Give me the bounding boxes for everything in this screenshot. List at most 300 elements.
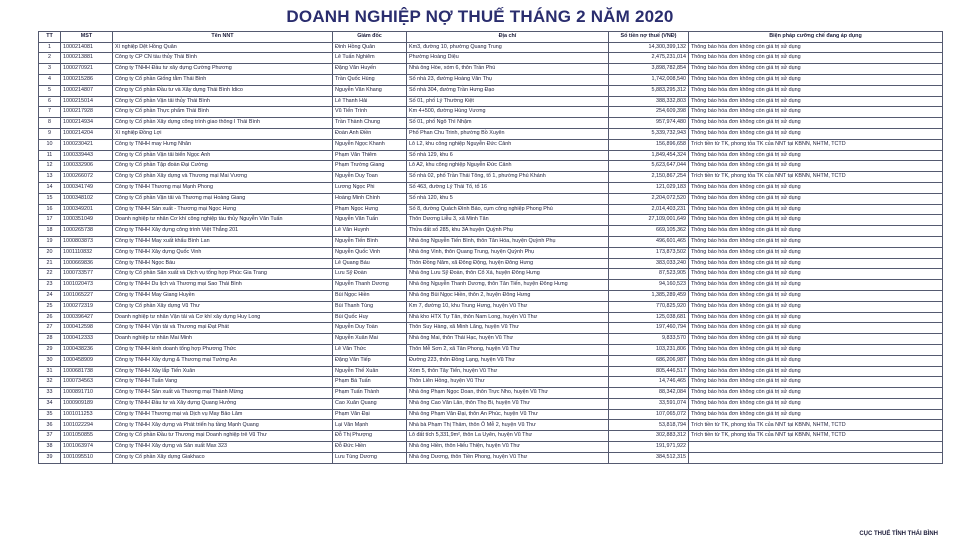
cell-company-name: Doanh nghiệp tư nhân Vận tải và Cơ khí xây dựng Huy Long [113, 312, 333, 323]
cell-enforcement-measure: Trích tiền từ TK, phong tỏa TK của NNT tại KBNN, NHTM, TCTD [689, 420, 943, 431]
cell-director: Nguyễn Thế Xuân [333, 366, 407, 377]
cell-address: Km 4+500, đường Hùng Vương [407, 107, 609, 118]
cell-debt-amount: 27,109,001,649 [609, 215, 689, 226]
cell-mst: 1000214204 [61, 128, 113, 139]
cell-enforcement-measure: Trích tiền từ TK, phong tỏa TK của NNT tại KBNN, NHTM, TCTD [689, 172, 943, 183]
cell-company-name: Công ty Cổ phần Xây dựng công trình giao thông I Thái Bình [113, 118, 333, 129]
cell-company-name: Công ty TNHH Du lịch và Thương mại Sao Thái Bình [113, 280, 333, 291]
cell-mst: 1000217928 [61, 107, 113, 118]
cell-company-name: Công ty TNHH Tuấn Vang [113, 377, 333, 388]
cell-tt: 21 [39, 258, 61, 269]
table-row [39, 139, 943, 150]
cell-tt: 33 [39, 388, 61, 399]
cell-tt: 9 [39, 128, 61, 139]
table-row [39, 74, 943, 85]
cell-mst: 1000733577 [61, 269, 113, 280]
cell-debt-amount: 2,014,403,231 [609, 204, 689, 215]
cell-address: Lô A2, khu công nghiệp Nguyễn Đức Cảnh [407, 161, 609, 172]
cell-mst: 1000214934 [61, 118, 113, 129]
cell-address: Số 8, đường Quách Đình Bảo, cụm công nghiệp Phong Phú [407, 204, 609, 215]
cell-debt-amount: 94,160,523 [609, 280, 689, 291]
cell-enforcement-measure: Thông báo hóa đơn không còn giá trị sử dụng [689, 53, 943, 64]
cell-tt: 12 [39, 161, 61, 172]
cell-debt-amount: 302,883,312 [609, 431, 689, 442]
cell-director: Lê Tuấn Nghiêm [333, 53, 407, 64]
cell-enforcement-measure: Trích tiền từ TK, phong tỏa TK của NNT tại KBNN, NHTM, TCTD [689, 139, 943, 150]
cell-debt-amount: 770,825,920 [609, 301, 689, 312]
cell-address: Thửa đất số 285, khu 3A huyện Quỳnh Phụ [407, 226, 609, 237]
cell-director: Lê Quang Báu [333, 258, 407, 269]
table-row [39, 452, 943, 463]
cell-tt: 18 [39, 226, 61, 237]
table-row [39, 53, 943, 64]
cell-tt: 20 [39, 247, 61, 258]
cell-enforcement-measure: Thông báo hóa đơn không còn giá trị sử dụng [689, 85, 943, 96]
cell-company-name: Xí nghiệp Đồng Lợi [113, 128, 333, 139]
cell-enforcement-measure: Thông báo hóa đơn không còn giá trị sử dụng [689, 290, 943, 301]
cell-tt: 16 [39, 204, 61, 215]
table-row [39, 236, 943, 247]
cell-tt: 35 [39, 409, 61, 420]
cell-company-name: Công ty TNHH kinh doanh tổng hợp Phương Thức [113, 344, 333, 355]
column-header-measure: Biện pháp cưỡng chế đang áp dụng [689, 32, 943, 43]
table-row [39, 128, 943, 139]
cell-mst: 1001022294 [61, 420, 113, 431]
cell-enforcement-measure [689, 452, 943, 463]
table-row [39, 431, 943, 442]
cell-enforcement-measure: Thông báo hóa đơn không còn giá trị sử dụng [689, 269, 943, 280]
cell-mst: 1000681738 [61, 366, 113, 377]
cell-address: Nhà ông Vinh, thôn Quang Trung, huyện Quỳnh Phụ [407, 247, 609, 258]
cell-mst: 1000349201 [61, 204, 113, 215]
cell-debt-amount: 496,601,465 [609, 236, 689, 247]
cell-director: Bùi Quốc Huy [333, 312, 407, 323]
cell-address: Km3, đường 10, phường Quang Trung [407, 42, 609, 53]
cell-company-name: Công ty TNHH Xây dựng Quốc Vinh [113, 247, 333, 258]
cell-address: Số nhà 120, khu 5 [407, 193, 609, 204]
cell-director: Nguyễn Quốc Vinh [333, 247, 407, 258]
cell-company-name: Xí nghiệp Dệt Hồng Quân [113, 42, 333, 53]
cell-enforcement-measure: Thông báo hóa đơn không còn giá trị sử dụng [689, 161, 943, 172]
footer-authority: CỤC THUẾ TỈNH THÁI BÌNH [859, 531, 938, 537]
cell-tt: 11 [39, 150, 61, 161]
column-header-amount: Số tiền nợ thuế (VNĐ) [609, 32, 689, 43]
cell-mst: 1000332906 [61, 161, 113, 172]
cell-tt: 7 [39, 107, 61, 118]
table-row [39, 442, 943, 453]
cell-director: Đinh Hồng Quân [333, 42, 407, 53]
cell-tt: 1 [39, 42, 61, 53]
cell-address: Nhà ông Bùi Ngọc Hiền, thôn 2, huyện Đông Hưng [407, 290, 609, 301]
cell-mst: 1000214081 [61, 42, 113, 53]
cell-director: Bùi Ngọc Hiền [333, 290, 407, 301]
cell-address: Nhà ông Dương, thôn Tiền Phong, huyện Vũ Thư [407, 452, 609, 463]
cell-address: Số 463, đường Lý Thái Tổ, tổ 16 [407, 182, 609, 193]
cell-mst: 1000265738 [61, 226, 113, 237]
cell-director: Lê Thanh Hải [333, 96, 407, 107]
cell-address: Số 01, phố Ngô Thì Nhậm [407, 118, 609, 129]
cell-enforcement-measure: Thông báo hóa đơn không còn giá trị sử dụng [689, 74, 943, 85]
cell-director: Cao Xuân Quang [333, 398, 407, 409]
cell-director: Đặng Văn Huyến [333, 64, 407, 75]
cell-tt: 22 [39, 269, 61, 280]
cell-tt: 38 [39, 442, 61, 453]
cell-enforcement-measure: Thông báo hóa đơn không còn giá trị sử dụng [689, 355, 943, 366]
cell-debt-amount: 125,038,681 [609, 312, 689, 323]
cell-debt-amount: 669,105,362 [609, 226, 689, 237]
cell-director: Nguyễn Văn Tuấn [333, 215, 407, 226]
cell-address: Km 7, đường 10, khu Trung Hưng, huyện Vũ Thư [407, 301, 609, 312]
cell-mst: 1000214807 [61, 85, 113, 96]
table-row [39, 398, 943, 409]
table-row [39, 64, 943, 75]
table-row [39, 107, 943, 118]
table-row [39, 258, 943, 269]
cell-company-name: Doanh nghiệp tư nhân Cơ khí công nghiệp tàu thủy Nguyễn Văn Tuấn [113, 215, 333, 226]
cell-debt-amount: 197,460,794 [609, 323, 689, 334]
cell-tt: 29 [39, 344, 61, 355]
table-row [39, 215, 943, 226]
cell-mst: 1000669836 [61, 258, 113, 269]
cell-enforcement-measure: Thông báo hóa đơn không còn giá trị sử dụng [689, 312, 943, 323]
cell-address: Thôn Suy Hàng, xã Minh Lãng, huyện Vũ Thư [407, 323, 609, 334]
cell-enforcement-measure: Thông báo hóa đơn không còn giá trị sử dụng [689, 409, 943, 420]
cell-debt-amount: 1,742,008,540 [609, 74, 689, 85]
cell-debt-amount: 957,974,480 [609, 118, 689, 129]
cell-enforcement-measure: Thông báo hóa đơn không còn giá trị sử dụng [689, 193, 943, 204]
cell-tt: 28 [39, 334, 61, 345]
cell-tt: 6 [39, 96, 61, 107]
cell-tt: 3 [39, 64, 61, 75]
table-row [39, 420, 943, 431]
column-header-director: Giám đốc [333, 32, 407, 43]
cell-enforcement-measure: Thông báo hóa đơn không còn giá trị sử dụng [689, 150, 943, 161]
cell-director: Nguyễn Duy Toan [333, 172, 407, 183]
cell-enforcement-measure: Thông báo hóa đơn không còn giá trị sử dụng [689, 96, 943, 107]
cell-address: Nhà ông Nguyễn Tiến Bình, thôn Tân Hóa, huyện Quỳnh Phụ [407, 236, 609, 247]
cell-director: Phạm Văn Đại [333, 409, 407, 420]
cell-director: Đỗ Đức Hiền [333, 442, 407, 453]
cell-company-name: Công ty TNHH Xây dựng công trình Việt Thắng 201 [113, 226, 333, 237]
cell-address: Thôn Đồng Năm, xã Đông Động, huyện Đông Hưng [407, 258, 609, 269]
table-row [39, 312, 943, 323]
cell-director: Nguyễn Tiến Bình [333, 236, 407, 247]
cell-enforcement-measure: Thông báo hóa đơn không còn giá trị sử dụng [689, 247, 943, 258]
cell-director: Phạm Ngọc Hưng [333, 204, 407, 215]
cell-mst: 1001011253 [61, 409, 113, 420]
cell-company-name: Công ty Cổ phần Xây dựng Vũ Thư [113, 301, 333, 312]
cell-address: Số nhà 304, đường Trần Hưng Đạo [407, 85, 609, 96]
cell-company-name: Công ty Cổ phần Sản xuất và Dịch vụ tổng hợp Phúc Gia Trang [113, 269, 333, 280]
cell-debt-amount: 88,342,084 [609, 388, 689, 399]
table-row [39, 334, 943, 345]
cell-mst: 1000215286 [61, 74, 113, 85]
cell-address: Lô L2, khu công nghiệp Nguyễn Đức Cảnh [407, 139, 609, 150]
cell-company-name: Công ty TNHH may Hưng Nhân [113, 139, 333, 150]
table-row [39, 204, 943, 215]
cell-debt-amount: 107,065,072 [609, 409, 689, 420]
cell-company-name: Công ty CP CN tàu thủy Thái Bình [113, 53, 333, 64]
table-row [39, 118, 943, 129]
cell-enforcement-measure: Thông báo hóa đơn không còn giá trị sử dụng [689, 107, 943, 118]
table-row [39, 172, 943, 183]
cell-tt: 13 [39, 172, 61, 183]
cell-address: Thôn Dương Liễu 3, xã Minh Tân [407, 215, 609, 226]
table-row [39, 409, 943, 420]
cell-address: Nhà ông Phạm Ngọc Doan, thôn Trực Nho, huyện Vũ Thư [407, 388, 609, 399]
table-row [39, 226, 943, 237]
cell-tt: 4 [39, 74, 61, 85]
cell-company-name: Công ty Cổ phần Vận tải biển Ngọc Anh [113, 150, 333, 161]
cell-debt-amount: 686,206,987 [609, 355, 689, 366]
cell-tt: 39 [39, 452, 61, 463]
cell-address: Đường 223, thôn Đồng Lạng, huyện Vũ Thư [407, 355, 609, 366]
cell-mst: 1000351049 [61, 215, 113, 226]
table-row [39, 280, 943, 291]
cell-company-name: Công ty TNHH Đầu tư và Xây dựng Quang Hưởng [113, 398, 333, 409]
table-row [39, 161, 943, 172]
cell-enforcement-measure: Thông báo hóa đơn không còn giá trị sử dụng [689, 344, 943, 355]
cell-enforcement-measure: Thông báo hóa đơn không còn giá trị sử dụng [689, 182, 943, 193]
cell-address: Nhà ông Lưu Sỹ Đoàn, thôn Cổ Xá, huyện Đông Hưng [407, 269, 609, 280]
table-row [39, 301, 943, 312]
cell-director: Lưu Sỹ Đoàn [333, 269, 407, 280]
cell-address: Nhà ông Phạm Văn Đại, thôn An Phúc, huyện Vũ Thư [407, 409, 609, 420]
cell-debt-amount: 388,332,803 [609, 96, 689, 107]
cell-address: Lô đất tích 5,331,9m², thôn La Uyên, huyện Vũ Thư [407, 431, 609, 442]
cell-director: Lưu Tùng Dương [333, 452, 407, 463]
cell-mst: 1000215014 [61, 96, 113, 107]
column-header-tt: TT [39, 32, 61, 43]
cell-enforcement-measure: Thông báo hóa đơn không còn giá trị sử dụng [689, 377, 943, 388]
cell-tt: 24 [39, 290, 61, 301]
table-row [39, 290, 943, 301]
cell-enforcement-measure: Thông báo hóa đơn không còn giá trị sử dụng [689, 226, 943, 237]
cell-company-name: Công ty TNHH Sản xuất và Thương mại Thành Mừng [113, 388, 333, 399]
cell-address: Số nhà 23, đường Hoàng Văn Thụ [407, 74, 609, 85]
cell-address: Phường Hoàng Diệu [407, 53, 609, 64]
cell-tt: 34 [39, 398, 61, 409]
cell-director: Đoàn Anh Điền [333, 128, 407, 139]
cell-company-name: Công ty TNHH Ngọc Báu [113, 258, 333, 269]
table-row [39, 150, 943, 161]
cell-debt-amount: 87,523,905 [609, 269, 689, 280]
cell-tt: 32 [39, 377, 61, 388]
cell-company-name: Công ty TNHH May xuất khẩu Bình Lan [113, 236, 333, 247]
cell-director: Vũ Tiến Trình [333, 107, 407, 118]
cell-director: Phạm Tuấn Thành [333, 388, 407, 399]
cell-tt: 14 [39, 182, 61, 193]
cell-tt: 17 [39, 215, 61, 226]
table-header-row [39, 32, 943, 43]
cell-company-name: Công ty Cổ phần Giống tằm Thái Bình [113, 74, 333, 85]
cell-debt-amount: 2,150,867,254 [609, 172, 689, 183]
cell-mst: 1000341749 [61, 182, 113, 193]
cell-address: Nhà kho HTX Tự Tân, thôn Nam Long, huyện Vũ Thư [407, 312, 609, 323]
cell-address: Số nhà 129, khu 6 [407, 150, 609, 161]
cell-mst: 1001063974 [61, 442, 113, 453]
cell-mst: 1000339443 [61, 150, 113, 161]
cell-enforcement-measure: Thông báo hóa đơn không còn giá trị sử dụng [689, 42, 943, 53]
cell-address: Thôn Liên Hồng, huyện Vũ Thư [407, 377, 609, 388]
cell-director: Trần Thành Chung [333, 118, 407, 129]
cell-address: Nhà bà Phạm Thị Thảm, thôn Ô Mễ 2, huyện Vũ Thư [407, 420, 609, 431]
cell-tt: 31 [39, 366, 61, 377]
cell-company-name: Công ty Cổ phần Xây dựng Giakhaco [113, 452, 333, 463]
cell-company-name: Công ty TNHH Sản xuất - Thương mại Ngọc Hưng [113, 204, 333, 215]
cell-address: Xóm 5, thôn Tây Tiến, huyện Vũ Thư [407, 366, 609, 377]
cell-company-name: Công ty Cổ phần Thực phẩm Thái Bình [113, 107, 333, 118]
cell-company-name: Công ty Cổ phần Đầu tư và Xây dựng Thái Bình Idico [113, 85, 333, 96]
cell-mst: 1001020473 [61, 280, 113, 291]
cell-company-name: Doanh nghiệp tư nhân Mai Minh [113, 334, 333, 345]
cell-director: Phạm Bá Tuấn [333, 377, 407, 388]
cell-tt: 30 [39, 355, 61, 366]
cell-director: Phạm Văn Thiêm [333, 150, 407, 161]
table-row [39, 182, 943, 193]
cell-mst: 1000803873 [61, 236, 113, 247]
column-header-address: Địa chỉ [407, 32, 609, 43]
table-row [39, 247, 943, 258]
cell-mst: 1000412598 [61, 323, 113, 334]
cell-debt-amount: 9,833,570 [609, 334, 689, 345]
cell-director: Phạm Trường Giang [333, 161, 407, 172]
cell-company-name: Công ty TNHH Thương mại Mạnh Phong [113, 182, 333, 193]
cell-tt: 5 [39, 85, 61, 96]
cell-debt-amount: 383,033,240 [609, 258, 689, 269]
cell-tt: 19 [39, 236, 61, 247]
cell-tt: 15 [39, 193, 61, 204]
cell-director: Đặng Văn Tiếp [333, 355, 407, 366]
cell-tt: 10 [39, 139, 61, 150]
cell-director: Nguyễn Thanh Dương [333, 280, 407, 291]
cell-company-name: Công ty TNHH Xây dựng & Thương mại Tường An [113, 355, 333, 366]
cell-mst: 1000272319 [61, 301, 113, 312]
cell-debt-amount: 2,475,231,014 [609, 53, 689, 64]
cell-debt-amount: 5,883,295,312 [609, 85, 689, 96]
cell-company-name: Công ty Cổ phần Đầu tư Thương mại Doanh nghiệp trẻ Vũ Thư [113, 431, 333, 442]
cell-enforcement-measure: Thông báo hóa đơn không còn giá trị sử dụng [689, 323, 943, 334]
page-title: DOANH NGHIỆP NỢ THUẾ THÁNG 2 NĂM 2020 [286, 7, 674, 26]
table-row [39, 193, 943, 204]
column-header-name: Tên NNT [113, 32, 333, 43]
cell-company-name: Công ty TNHH Vận tải và Thương mại Đạt Phát [113, 323, 333, 334]
cell-mst: 1000396427 [61, 312, 113, 323]
cell-company-name: Công ty Cổ phần Vận tải và Thương mại Hoàng Giang [113, 193, 333, 204]
cell-address: Nhà ông Cao Văn Lân, thôn Thọ Bi, huyện Vũ Thư [407, 398, 609, 409]
cell-tt: 36 [39, 420, 61, 431]
cell-tt: 2 [39, 53, 61, 64]
cell-debt-amount: 1,385,289,459 [609, 290, 689, 301]
cell-enforcement-measure: Thông báo hóa đơn không còn giá trị sử dụng [689, 64, 943, 75]
table-row [39, 377, 943, 388]
cell-mst: 1000458909 [61, 355, 113, 366]
cell-enforcement-measure: Thông báo hóa đơn không còn giá trị sử dụng [689, 388, 943, 399]
cell-address: Thôn Mễ Sơn 2, xã Tân Phong, huyện Vũ Thư [407, 344, 609, 355]
cell-debt-amount: 2,204,072,520 [609, 193, 689, 204]
cell-address: Số 01, phố Lý Thường Kiệt [407, 96, 609, 107]
table-row [39, 355, 943, 366]
cell-company-name: Công ty TNHH Xây dựng và Sản xuất Max 323 [113, 442, 333, 453]
cell-debt-amount: 53,818,794 [609, 420, 689, 431]
cell-enforcement-measure: Thông báo hóa đơn không còn giá trị sử dụng [689, 301, 943, 312]
cell-debt-amount: 3,898,782,854 [609, 64, 689, 75]
cell-debt-amount: 805,446,517 [609, 366, 689, 377]
table-row [39, 269, 943, 280]
cell-director: Nguyễn Xuân Mai [333, 334, 407, 345]
cell-mst: 1000230421 [61, 139, 113, 150]
cell-mst: 1000412333 [61, 334, 113, 345]
cell-enforcement-measure: Thông báo hóa đơn không còn giá trị sử dụng [689, 128, 943, 139]
table-row [39, 323, 943, 334]
cell-mst: 1000266072 [61, 172, 113, 183]
cell-company-name: Công ty TNHH Thương mại và Dịch vụ May Bảo Lâm [113, 409, 333, 420]
cell-address: Nhà ông Nguyễn Thanh Dương, thôn Tân Tiến, huyện Đông Hưng [407, 280, 609, 291]
cell-mst: 1000213881 [61, 53, 113, 64]
cell-company-name: Công ty TNHH May Giang Huyền [113, 290, 333, 301]
cell-enforcement-measure: Thông báo hóa đơn không còn giá trị sử dụng [689, 258, 943, 269]
cell-director: Nguyễn Văn Khang [333, 85, 407, 96]
cell-address: Nhà ông Hiền, thôn Hiếu Thiện, huyện Vũ Thư [407, 442, 609, 453]
table-row [39, 344, 943, 355]
table-row [39, 42, 943, 53]
cell-director: Trần Quốc Hùng [333, 74, 407, 85]
cell-company-name: Công ty Cổ phần Xây dựng và Thương mại Mai Vương [113, 172, 333, 183]
cell-director: Lê Văn Thức [333, 344, 407, 355]
cell-enforcement-measure: Thông báo hóa đơn không còn giá trị sử dụng [689, 215, 943, 226]
cell-mst: 1001095510 [61, 452, 113, 463]
cell-company-name: Công ty Cổ phần Vận tải thủy Thái Bình [113, 96, 333, 107]
cell-director: Lại Văn Mạnh [333, 420, 407, 431]
cell-tt: 25 [39, 301, 61, 312]
cell-enforcement-measure: Thông báo hóa đơn không còn giá trị sử dụng [689, 280, 943, 291]
cell-director: Lê Văn Huynh [333, 226, 407, 237]
cell-mst: 1000891710 [61, 388, 113, 399]
cell-mst: 1000438236 [61, 344, 113, 355]
cell-debt-amount: 156,896,658 [609, 139, 689, 150]
cell-tt: 27 [39, 323, 61, 334]
cell-debt-amount: 5,623,647,044 [609, 161, 689, 172]
cell-mst: 1000270921 [61, 64, 113, 75]
cell-tt: 23 [39, 280, 61, 291]
cell-mst: 1001050855 [61, 431, 113, 442]
cell-mst: 1001065227 [61, 290, 113, 301]
cell-debt-amount: 103,231,806 [609, 344, 689, 355]
cell-enforcement-measure: Thông báo hóa đơn không còn giá trị sử dụng [689, 236, 943, 247]
cell-address: Số nhà 02, phố Trần Thái Tông, tổ 1, phường Phú Khánh [407, 172, 609, 183]
table-row [39, 85, 943, 96]
cell-debt-amount: 5,339,732,943 [609, 128, 689, 139]
table-body [39, 42, 943, 463]
cell-debt-amount: 1,849,454,324 [609, 150, 689, 161]
cell-company-name: Công ty TNHH Đầu tư xây dựng Cường Phương [113, 64, 333, 75]
column-header-mst: MST [61, 32, 113, 43]
cell-debt-amount: 14,300,399,132 [609, 42, 689, 53]
cell-director: Hoàng Minh Chính [333, 193, 407, 204]
cell-enforcement-measure: Thông báo hóa đơn không còn giá trị sử dụng [689, 366, 943, 377]
cell-debt-amount: 254,609,398 [609, 107, 689, 118]
cell-debt-amount: 33,591,074 [609, 398, 689, 409]
cell-director: Bùi Thanh Tùng [333, 301, 407, 312]
cell-tt: 8 [39, 118, 61, 129]
cell-company-name: Công ty Cổ phần Tập đoàn Đại Cường [113, 161, 333, 172]
cell-debt-amount: 384,512,315 [609, 452, 689, 463]
debt-table [38, 31, 943, 464]
cell-director: Đỗ Thị Phượng [333, 431, 407, 442]
cell-debt-amount: 14,746,465 [609, 377, 689, 388]
cell-debt-amount: 121,029,183 [609, 182, 689, 193]
cell-debt-amount: 191,971,922 [609, 442, 689, 453]
